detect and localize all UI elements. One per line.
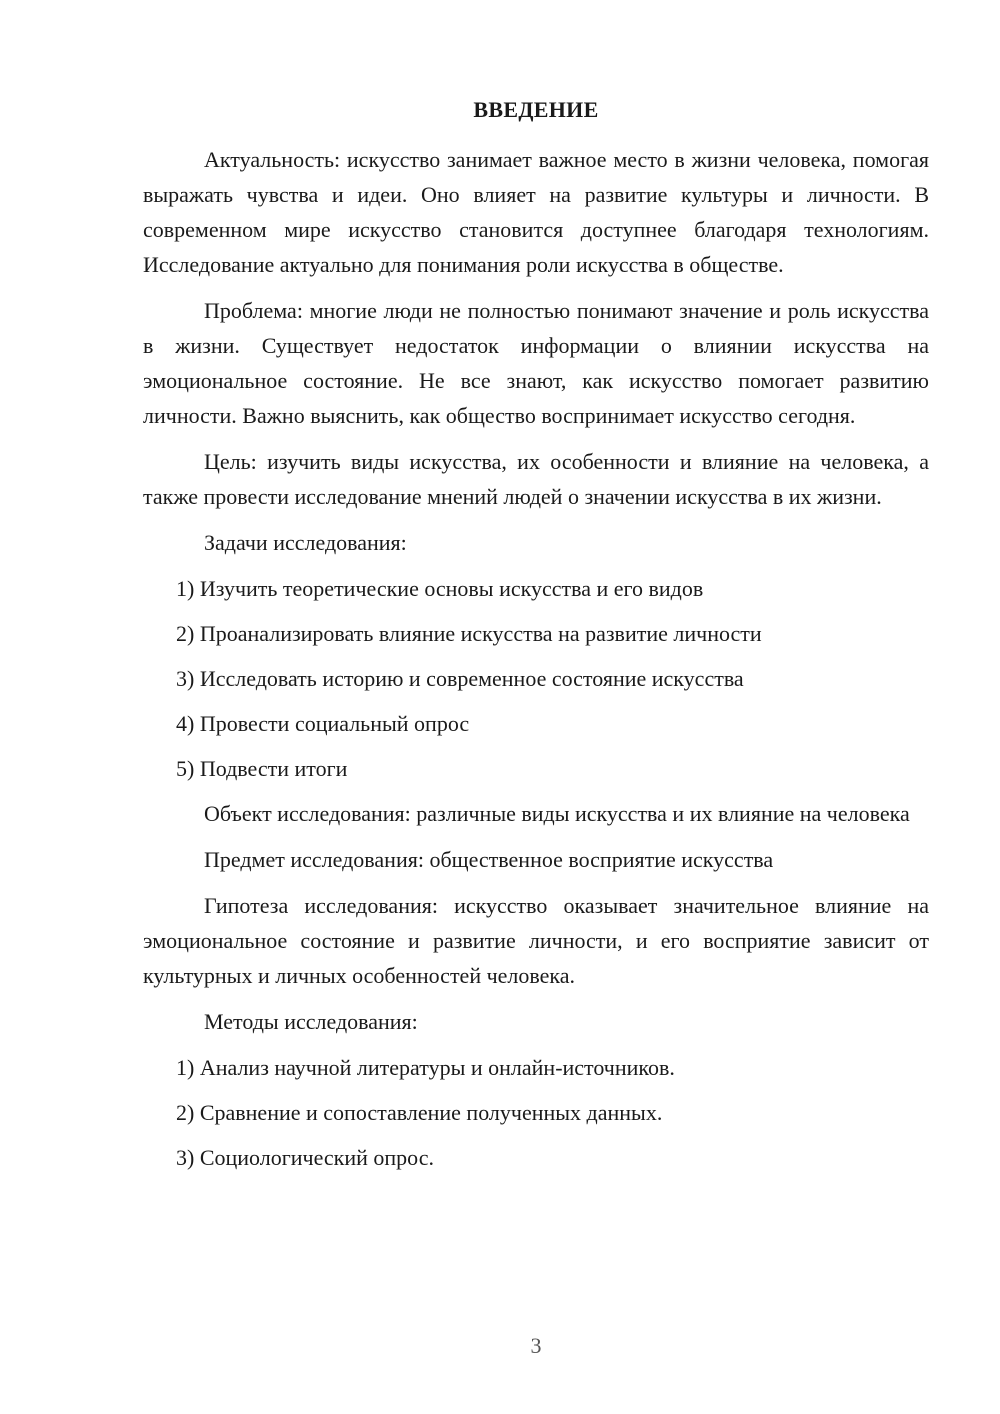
list-item-method-2: 2) Сравнение и сопоставление полученных данных. — [176, 1100, 663, 1125]
paragraph-tasks-heading: Задачи исследования: — [204, 530, 407, 555]
paragraph-object: Объект исследования: различные виды искусства и их влияние на человека — [204, 801, 910, 826]
list-item-task-5: 5) Подвести итоги — [176, 756, 348, 781]
body-text — [143, 142, 929, 1185]
list-item-method-1: 1) Анализ научной литературы и онлайн-источников. — [176, 1055, 675, 1080]
paragraph-subject: Предмет исследования: общественное восприятие искусства — [204, 847, 774, 872]
list-item-task-1: 1) Изучить теоретические основы искусства и его видов — [176, 576, 704, 601]
list-item-task-3: 3) Исследовать историю и современное состояние искусства — [176, 666, 744, 691]
paragraph-goal: Цель: изучить виды искусства, их особенности и влияние на человека, а также провести исследование мнений людей о значении искусства в их жизни. — [143, 449, 929, 509]
page-number: 3 — [530, 1333, 542, 1358]
paragraph-problem: Проблема: многие люди не полностью понимают значение и роль искусства в жизни. Существует недостаток информации о влиянии искусства на эмоциональное состояние. Не все знают, как искусство помогает развитию личности. Важно выяснить, как общество воспринимает искусство сегодня. — [143, 298, 929, 428]
paragraph-relevance: Актуальность: искусство занимает важное место в жизни человека, помогая выражать чувства и идеи. Оно влияет на развитие культуры и личности. В современном мире искусство становится доступнее благодаря технологиям. Исследование актуально для понимания роли искусства в обществе. — [143, 147, 929, 277]
list-item-method-3: 3) Социологический опрос. — [176, 1145, 434, 1170]
section-title: ВВЕДЕНИЕ — [473, 97, 599, 122]
paragraph-methods-heading: Методы исследования: — [204, 1009, 418, 1034]
list-item-task-4: 4) Провести социальный опрос — [176, 711, 470, 736]
paragraph-hypothesis: Гипотеза исследования: искусство оказывает значительное влияние на эмоциональное состояние и развитие личности, и его восприятие зависит от культурных и личных особенностей человека. — [143, 893, 929, 988]
list-item-task-2: 2) Проанализировать влияние искусства на развитие личности — [176, 621, 762, 646]
